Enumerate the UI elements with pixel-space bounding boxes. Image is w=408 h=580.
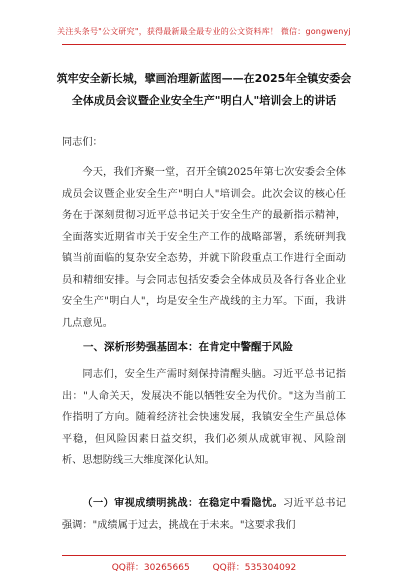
footer <box>0 560 408 573</box>
footer-divider <box>62 555 346 556</box>
paragraph-intro: 今天，我们齐聚一堂，召开全镇2025年第七次安委会全体成员会议暨企业安全生产"明白人"培训会。此次会议的核心任务在于深刻贯彻习近平总书记关于安全生产的最新指示精神，全面落实近期省市关于安全生产工作的战略部署，系统研判我镇当前面临的复杂安全态势，并就下阶段重点工作进行全面动员和精细安排。与会同志包括安委会全体成员及各行各业企业安全生产"明白人"，均是安全生产战线的主力军。下面，我讲几点意见。 <box>62 167 346 329</box>
footer-qq-group-1[interactable]: QQ群：30265665 <box>111 563 190 573</box>
section-heading-1: 一、深析形势强基固本：在肯定中警醒于风险 <box>83 341 293 353</box>
footer-qq-group-2[interactable]: QQ群：535304092 <box>212 563 297 573</box>
header-banner[interactable]: 关注头条号"公文研究"，获得最新最全最专业的公文资料库！ 微信：gongwenyj <box>57 27 351 36</box>
subsection-heading-1: （一）审视成绩明挑战：在稳定中看隐忧。 <box>82 498 284 509</box>
paragraph-subsection-1 <box>62 493 346 536</box>
salutation: 同志们： <box>62 137 103 148</box>
subsection-text-1: 习近平总书记强调："成绩属于过去，挑战在于未来。"这要求我们 <box>62 498 346 531</box>
paragraph-situation: 同志们，安全生产需时刻保持清醒头脑。习近平总书记指出："人命关天，发展决不能以牺牲安全为代价。"这为当前工作指明了方向。随着经济社会快速发展，我镇安全生产虽总体平稳，但风险因素日益交织，我们必须从成就审视、风险剖析、思想防线三大维度深化认知。 <box>62 369 346 466</box>
document-title: 筑牢安全新长城，擘画治理新蓝图——在2025年全镇安委会全体成员会议暨企业安全生产"明白人"培训会上的讲话 <box>56 72 352 107</box>
header-divider <box>62 44 346 45</box>
